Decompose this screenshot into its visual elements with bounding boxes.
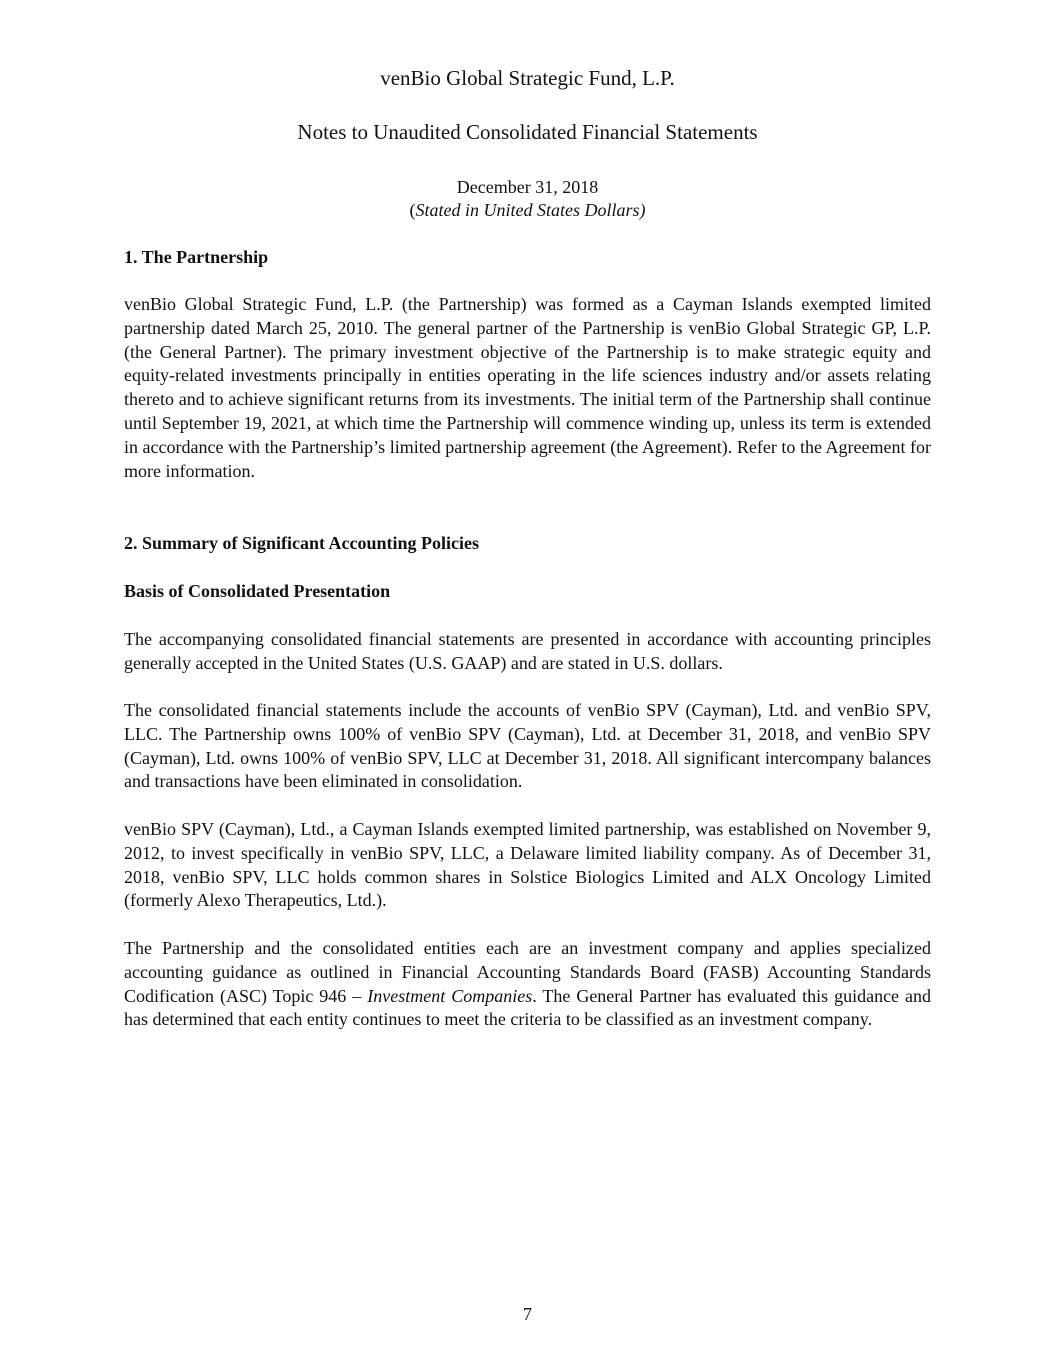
basis-of-presentation-subheading: Basis of Consolidated Presentation <box>124 581 391 601</box>
currency-note-text: Stated in United States Dollars) <box>415 200 646 220</box>
fund-name: venBio Global Strategic Fund, L.P. <box>380 66 675 90</box>
page-number: 7 <box>523 1304 532 1324</box>
paragraph-4-text-a: The Partnership and the consolidated entities each are an investment company and applies specialized accounting guidance as outlined in Financial Accounting Standards Board (FASB) Accounting Standards Codification (ASC) Topic 946 – <box>124 938 931 1006</box>
investment-companies-term: Investment Companies <box>367 985 533 1006</box>
section-1-heading: 1. The Partnership <box>124 247 269 267</box>
basis-paragraph-2: The consolidated financial statements include the accounts of venBio SPV (Cayman), Ltd. and venBio SPV, LLC. The Partnership owns 100% of venBio SPV (Cayman), Ltd. at December 31, 2018, and venBio SPV (Cayman), Ltd. owns 100% of venBio SPV, LLC at December 31, 2018. All significant intercompany balances and transactions have been eliminated in consolidation. <box>124 700 931 792</box>
basis-paragraph-3: venBio SPV (Cayman), Ltd., a Cayman Islands exempted limited partnership, was established on November 9, 2012, to invest specifically in venBio SPV, LLC, a Delaware limited liability company. As of December 31, 2018, venBio SPV, LLC holds common shares in Solstice Biologics Limited and ALX Oncology Limited (formerly Alexo Therapeutics, Ltd.). <box>124 819 931 911</box>
currency-note-open: ( <box>409 200 416 220</box>
statement-date: December 31, 2018 <box>456 177 599 197</box>
basis-paragraph-1: The accompanying consolidated financial statements are presented in accordance with accounting principles generally accepted in the United States (U.S. GAAP) and are stated in U.S. dollars. <box>124 629 931 673</box>
document-title: Notes to Unaudited Consolidated Financial Statements <box>297 120 758 144</box>
paragraph-4-text-b: . The General Partner has evaluated this guidance and has determined that each entity continues to meet the criteria to be classified as an investment company. <box>124 985 932 1030</box>
section-2-heading: 2. Summary of Significant Accounting Policies <box>124 533 479 553</box>
basis-paragraph-4 <box>124 937 931 1032</box>
currency-note <box>124 199 931 221</box>
section-1-paragraph: venBio Global Strategic Fund, L.P. (the Partnership) was formed as a Cayman Islands exempted limited partnership dated March 25, 2010. The general partner of the Partnership is venBio Global Strategic GP, L.P. (the General Partner). The primary investment objective of the Partnership is to make strategic equity and equity-related investments principally in entities operating in the life sciences industry and/or assets relating thereto and to achieve significant returns from its investments. The initial term of the Partnership shall continue until September 19, 2021, at which time the Partnership will commence winding up, unless its term is extended in accordance with the Partnership’s limited partnership agreement (the Agreement). Refer to the Agreement for more information. <box>124 294 931 481</box>
